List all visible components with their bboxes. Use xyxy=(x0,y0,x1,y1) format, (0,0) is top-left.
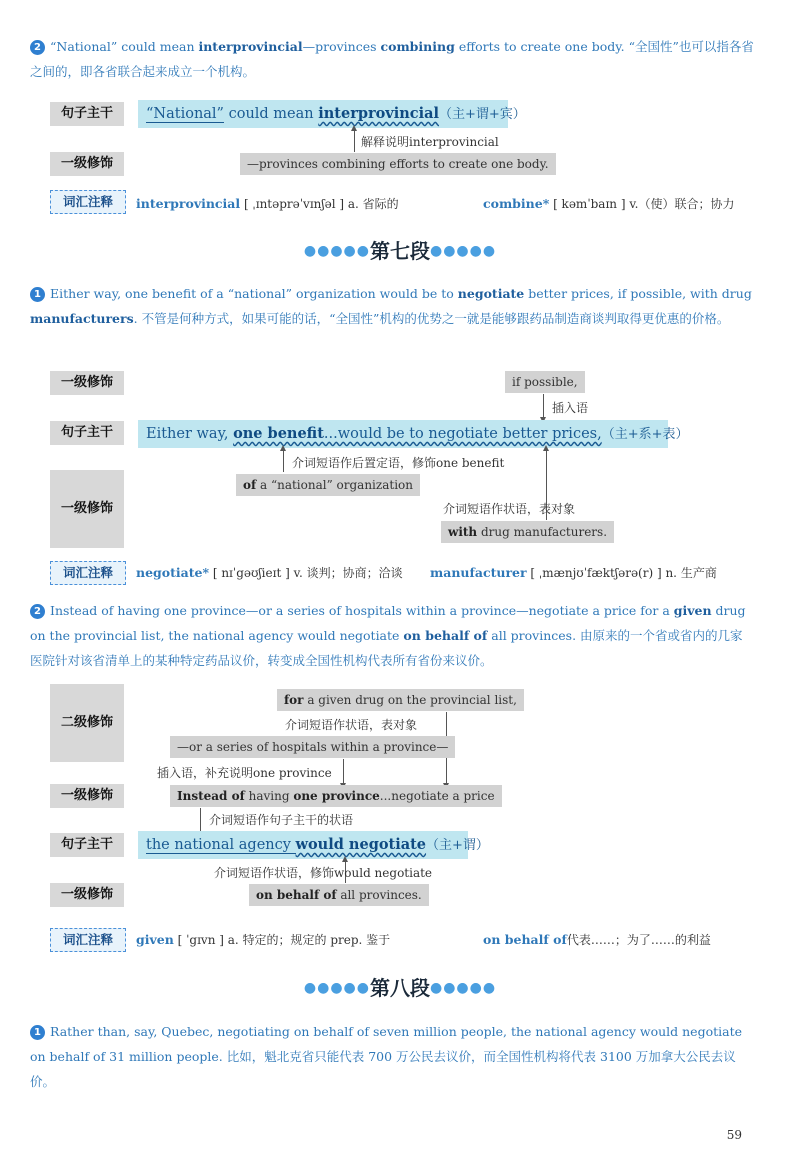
section-heading: ●●●●●第八段●●●●● xyxy=(303,976,497,1000)
level1-modifier-box: on behalf of all provinces. xyxy=(249,884,429,906)
level1-modifier-box: of a “national” organization xyxy=(236,474,420,496)
sentence-number-badge: 1 xyxy=(30,1025,45,1040)
tag-level2-modifier: 二级修饰 xyxy=(50,684,124,762)
tag-vocabulary: 词汇注释 xyxy=(50,928,126,952)
main-clause-box: the national agency would negotiate（主+谓） xyxy=(138,831,468,859)
sentence-number-badge: 1 xyxy=(30,287,45,302)
arrow-line xyxy=(543,394,544,418)
arrow-line xyxy=(200,808,201,832)
arrow-line xyxy=(283,450,284,472)
level2-modifier-box: for a given drug on the provincial list, xyxy=(277,689,524,711)
tag-vocabulary: 词汇注释 xyxy=(50,190,126,214)
insertion-box: if possible, xyxy=(505,371,585,393)
paragraph-8-sentence-1: 1 Rather than, say, Quebec, negotiating on behalf of seven million people, the national agency would negotiate on behalf of 31 million people. 比如，魁北克省只能代表 700 万公民去议价，而全国性机构将代表 3100 万加拿大公民去议价。 xyxy=(30,1024,743,1089)
main-clause-box: Either way, one benefit...would be to negotiate better prices,（主+系+表） xyxy=(138,420,668,448)
tag-level1-modifier: 一级修饰 xyxy=(50,470,124,548)
arrow-line xyxy=(343,759,344,784)
grammar-note: 介词短语作后置定语，修饰one benefit xyxy=(292,456,505,470)
grammar-note: 插入语，补充说明one province xyxy=(157,766,332,780)
tag-main-clause: 句子主干 xyxy=(50,102,124,126)
vocab-entry: negotiate* [ nɪˈgəʊʃieɪt ] v. 谈判；协商；洽谈 xyxy=(136,565,403,580)
tag-level1-modifier: 一级修饰 xyxy=(50,784,124,808)
paragraph-7-sentence-1: 1 Either way, one benefit of a “national” organization would be to negotiate better prices, if possible, with drug manufacturers. 不管是何种方式，如果可能的话，“全国性”机构的优势之一就是能够跟药品制造商谈判取得更优惠的价格。 xyxy=(30,286,752,326)
tag-level1-modifier: 一级修饰 xyxy=(50,883,124,907)
level1-modifier-box: —provinces combining efforts to create one body. xyxy=(240,153,556,175)
level1-modifier-box: with drug manufacturers. xyxy=(441,521,614,543)
vocab-entry: manufacturer [ ˌmænjʊˈfæktʃərə(r) ] n. 生产商 xyxy=(430,565,717,580)
grammar-note: 介词短语作状语，修饰would negotiate xyxy=(214,866,433,880)
vocab-entry: on behalf of代表……；为了……的利益 xyxy=(483,932,711,947)
tag-level1-modifier: 一级修饰 xyxy=(50,371,124,395)
paragraph-6-sentence-2: 2 “National” could mean interprovincial—provinces combining efforts to create one body. “全国性”也可以指各省之间的，即各省联合起来成立一个机构。 xyxy=(30,39,754,79)
vocab-entry: given [ ˈgɪvn ] a. 特定的；规定的 prep. 鉴于 xyxy=(136,932,391,947)
grammar-note: 介词短语作状语，表对象 xyxy=(285,718,418,732)
vocab-entry: interprovincial [ ˌɪntəprəˈvɪnʃəl ] a. 省际的 xyxy=(136,196,399,211)
sentence-number-badge: 2 xyxy=(30,604,45,619)
level2-modifier-box: —or a series of hospitals within a province— xyxy=(170,736,455,758)
sentence-number-badge: 2 xyxy=(30,40,45,55)
grammar-note: 介词短语作状语，表对象 xyxy=(443,502,576,516)
grammar-note: 介词短语作句子主干的状语 xyxy=(209,813,354,827)
paragraph-7-sentence-2: 2 Instead of having one province—or a series of hospitals within a province—negotiate a price for a given drug on the provincial list, the national agency would negotiate on behalf of all provinces. 由原来的一个省或省内的几家医院针对该省清单上的某种特定药品议价，转变成全国性机构代表所有省份来议价。 xyxy=(30,603,746,668)
page-number: 59 xyxy=(726,1128,742,1142)
arrow-line xyxy=(354,130,355,152)
grammar-note: 插入语 xyxy=(552,401,589,415)
level1-modifier-box: Instead of having one province...negotiate a price xyxy=(170,785,502,807)
tag-main-clause: 句子主干 xyxy=(50,421,124,445)
tag-main-clause: 句子主干 xyxy=(50,833,124,857)
vocab-entry: combine* [ kəmˈbaɪn ] v.（使）联合；协力 xyxy=(483,196,735,211)
tag-vocabulary: 词汇注释 xyxy=(50,561,126,585)
grammar-note: 解释说明interprovincial xyxy=(361,135,499,149)
main-clause-box: “National” could mean interprovincial（主+谓+宾） xyxy=(138,100,508,128)
tag-level1-modifier: 一级修饰 xyxy=(50,152,124,176)
section-heading: ●●●●●第七段●●●●● xyxy=(303,239,497,263)
